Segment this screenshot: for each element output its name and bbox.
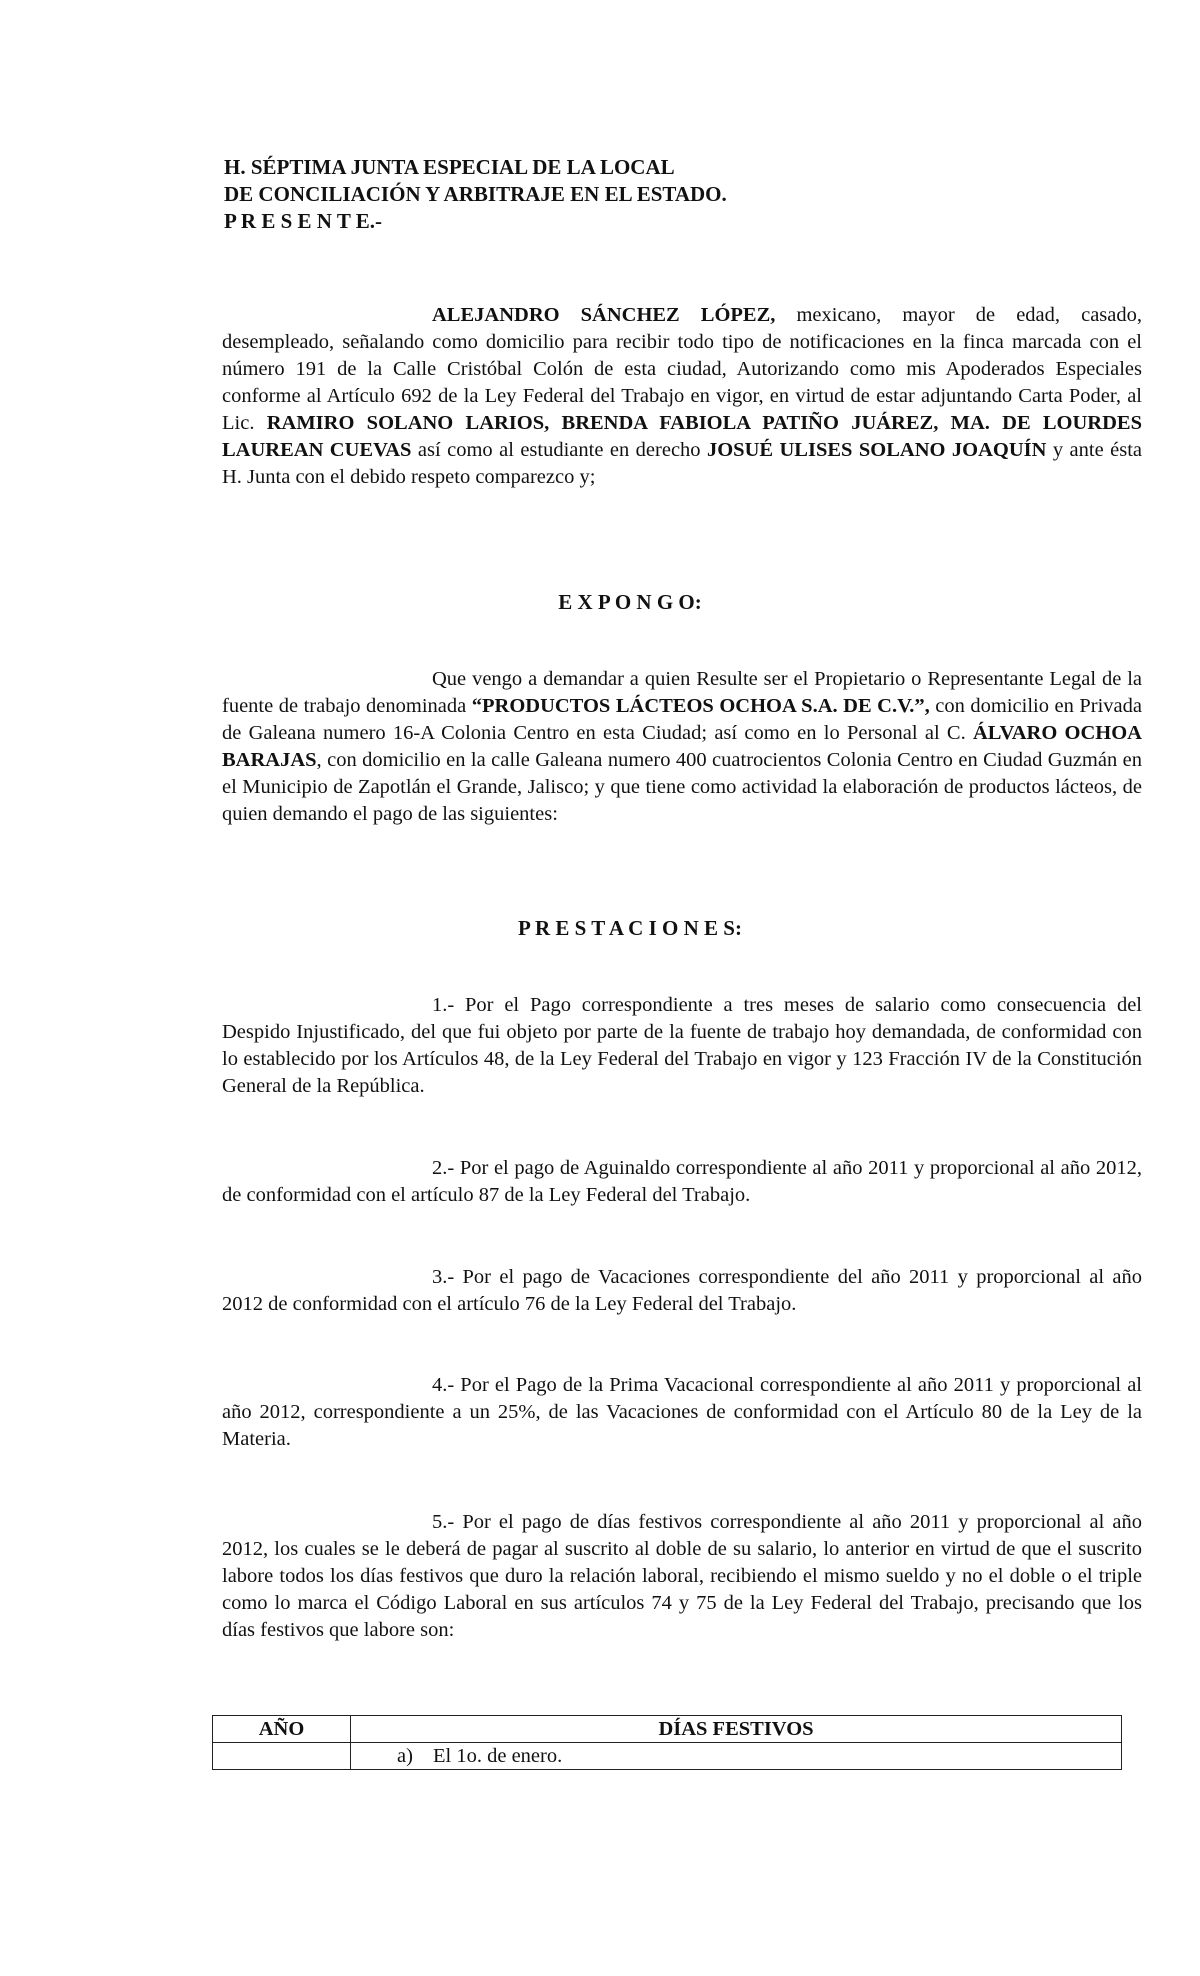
header-festivos: DÍAS FESTIVOS — [351, 1716, 1122, 1743]
intro-text-1: mexicano, mayor de edad, casado, desempleado, señalando como domicilio para recibir todo tipo de notificaciones en la finca marcada con el número 191 de la Calle Cristóbal Colón de esta ciudad, Autorizando como mis Apoderados Especiales conforme al Artículo 692 de la Ley Federal del Trabajo en vigor, en virtud de estar adjuntando Carta Poder, al Lic. — [222, 304, 1142, 434]
heading-line-2: DE CONCILIACIÓN Y ARBITRAJE EN EL ESTADO. — [224, 182, 727, 206]
defendant-name: ÁLVARO OCHOA BARAJAS — [222, 722, 1142, 771]
prestacion-4: 4.- Por el Pago de la Prima Vacacional correspondiente al año 2011 y proporcional al año 2012, correspondiente a un 25%, de las Vacaciones de conformidad con el Artículo 80 de la Ley de la Materia. — [222, 1374, 1142, 1450]
expongo-paragraph — [222, 666, 1142, 828]
intro-text-3: y ante ésta H. Junta con el debido respeto comparezco y; — [222, 439, 1142, 488]
intro-paragraph — [222, 302, 1142, 491]
intro-text-2: así como al estudiante en derecho — [411, 439, 707, 461]
table-header-row — [213, 1716, 1122, 1743]
prestacion-2: 2.- Por el pago de Aguinaldo correspondiente al año 2011 y proporcional al año 2012, de conformidad con el artículo 87 de la Ley Federal del Trabajo. — [222, 1157, 1142, 1206]
table-row — [213, 1743, 1122, 1770]
festivos-table — [212, 1715, 1122, 1770]
expongo-text-3: , con domicilio en la calle Galeana numero 400 cuatrocientos Colonia Centro en Ciudad Guzmán en el Municipio de Zapotlán el Grande, Jalisco; y que tiene como actividad la elaboración de productos lácteos, de quien demando el pago de las siguientes: — [222, 749, 1142, 825]
cell-festivo — [351, 1743, 1122, 1770]
header-year: AÑO — [213, 1716, 351, 1743]
heading-line-3: P R E S E N T E.- — [224, 209, 382, 233]
expongo-text-1: Que vengo a demandar a quien Resulte ser el Propietario o Representante Legal de la fuente de trabajo denominada — [222, 668, 1142, 717]
document-heading — [224, 154, 727, 235]
expongo-text-2: con domicilio en Privada de Galeana numero 16-A Colonia Centro en esta Ciudad; así como en lo Personal al C. — [222, 695, 1142, 744]
prestaciones-title: P R E S T A C I O N E S: — [518, 916, 742, 940]
prestacion-1: 1.- Por el Pago correspondiente a tres meses de salario como consecuencia del Despido Injustificado, del que fui objeto por parte de la fuente de trabajo hoy demandada, de conformidad con lo establecido por los Artículos 48, de la Ley Federal del Trabajo en vigor y 123 Fracción IV de la Constitución General de la República. — [222, 994, 1142, 1097]
company-name: “PRODUCTOS LÁCTEOS OCHOA S.A. DE C.V.”, — [471, 695, 930, 717]
lawyers-names: RAMIRO SOLANO LARIOS, BRENDA FABIOLA PATIÑO JUÁREZ, MA. DE LOURDES LAUREAN CUEVAS — [222, 412, 1142, 461]
heading-line-1: H. SÉPTIMA JUNTA ESPECIAL DE LA LOCAL — [224, 155, 675, 179]
prestacion-3: 3.- Por el pago de Vacaciones correspondiente del año 2011 y proporcional al año 2012 de conformidad con el artículo 76 de la Ley Federal del Trabajo. — [222, 1266, 1142, 1315]
student-name: JOSUÉ ULISES SOLANO JOAQUÍN — [706, 439, 1047, 461]
prestacion-5: 5.- Por el pago de días festivos correspondiente al año 2011 y proporcional al año 2012, los cuales se le deberá de pagar al suscrito al doble de su salario, lo anterior en virtud de que el suscrito labore todos los días festivos que duro la relación laboral, recibiendo el mismo sueldo y no el doble o el triple como lo marca el Código Laboral en sus artículos 74 y 75 de la Ley Federal del Trabajo, precisando que los días festivos que labore son: — [222, 1511, 1142, 1641]
item-text: El 1o. de enero. — [433, 1744, 563, 1767]
plaintiff-name: ALEJANDRO SÁNCHEZ LÓPEZ, — [432, 304, 776, 326]
expongo-title: E X P O N G O: — [558, 590, 702, 614]
cell-year — [213, 1743, 351, 1770]
item-letter: a) — [397, 1744, 413, 1767]
